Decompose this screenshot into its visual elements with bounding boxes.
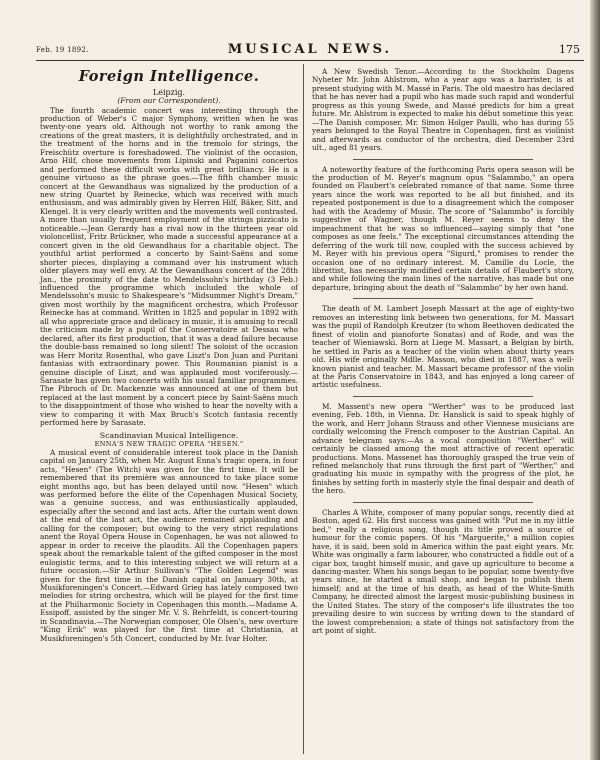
leipzig-heading: Leipzig. xyxy=(152,88,186,97)
werther-article: M. Massent's new opera "Werther" was to be produced last evening, Feb. 18th, in Vienna. Dr. Hanslick is said to speak highly of the work, and Herr Johann Strauss and other Viennese musicians are cordially welcoming the French composer to the Austrian Capital. An advance telegram says:—As a vocal composition "Werther" will certainly be classed among the most attractive of recent operatic productions. Mons. Massenet has thoroughly grasped the true vein of refined melancholy that runs through the first part of "Werther," and graduating his music in sympathy with the progress of the plot, he finishes by setting forth in masterly style the final despair and death of the hero. xyxy=(312,401,574,496)
right-column xyxy=(312,64,574,636)
scandinavian-article: A musical event of considerable interest took place in the Danish capital on January 25th, when Mr. August Enna's tragic opera, in four acts, "Hesen" (The Witch) was given for the first time. It will be remembered that its première was announced to take place some eight months ago, but has been delayed until now. "Hesen" which was performed before the élite of the Copenhagen Musical Society, was a genuine success, and was enthusiastically applauded, especially after the second and last acts. After the curtain went down at the end of the last act, the audience remained applauding and calling for the composer; but owing to the very strict regulations anent the Royal Opera House in Copenhagen, he was not allowed to appear in order to receive the plaudits. All the Copenhagen papers speak about the remarkable talent of the gifted composer in the most eulogistic terms, and to this interesting subject we will return at a future occasion.—Sir Arthur Sullivan's "The Golden Legend" was given for the first time in the Danish capital on January 30th, at Musikforeningen's Concert.—Edward Grieg has lately composed two melodies for string orchestra, which will be played for the first time at the Philharmonic Society in Copenhagen this month.—Madame A. Essipoff, assisted by the singer Mr. V. S. Behrfeldt, is concert-touring in Scandinavia.—The Norwegian composer, Ole Olsen's, new overture "King Erik" was played for the first time at Christiania, at Musikforeningen's 5th Concert, conducted by Mr. Ivar Holter. xyxy=(40,447,298,643)
left-column xyxy=(40,64,298,643)
scandinavian-heading: Scandinavian Musical Intelligence. xyxy=(99,430,239,440)
section-title: Foreign Intelligence. xyxy=(78,68,260,85)
separator-rule xyxy=(353,298,533,299)
separator-rule xyxy=(353,396,533,397)
correspondent-note: (From our Correspondent). xyxy=(117,96,221,105)
swedish-tenor-article: A New Swedish Tenor.—According to the Stockholm Dagens Nyheter Mr. John Ahlstrom, who a year ago was a barrister, is at present studying with M. Massé in Paris. The old maestro has declared that he has never had a pupil who has made such rapid and wonderful progress as this young Swede, and Massé predicts for him a great future. Mr. Ahlstrom is expected to make his début sometime this year.—The Danish composer, Mr. Simon Holger Paulli, who has during 55 years belonged to the Royal Theatre in Copenhagen, first as violinist and afterwards as conductor of the orchestra, died December 23rd ult., aged 81 years. xyxy=(312,67,574,153)
leipzig-article: The fourth academic concert was interesting through the production of Weber's C major Symphony, written when he was twenty-one years old. Although not worthy to rank among the creations of the great masters, it is delightfully orchestrated, and in the treatment of the horns and in the tremolo for strings, the Freischütz overture is foreshadowed. The violinist of the occasion, Arno Hilf, chose movements from Lipinski and Paganini concertos and performed these difficult works with great brilliancy. He is a genuine virtuoso as the phrase goes.—The fifth chamber music concert at the Gewandhaus was signalized by the production of a new string Quartet by Reinecke, which was received with much enthusiasm, and was admirably given by Herren Hilf, Bäker, Sitt, and Klengel. It is very clearly written and the movements well contrasted. A more than usually frequent employment of the strings pizzicato is noticeable.—Jean Gerardy has a rival now in the thirteen year old violoncellist, Fritz Brückner, who made a successful appearance at a concert given in the old Gewandhaus for a charitable object. The youthful artist performed a concerto by Saint-Saëns and some shorter pieces, displaying a command over his instrument which older players may well envy. At the Gewandhaus concert of the 28th Jan., the proximity of the date to Mendelssohn's birthday (3 Feb.) influenced the programme which included the whole of Mendelssohn's music to Shakespeare's "Midsummer Night's Dream," given most worthily by the magnificent orchestra, which Professor Reinecke has at command. Written in 1825 and popular in 1892 with all who appreciate grace and delicacy in music, it is amusing to recall the criticism made by a pupil of the Conservatoire at Dessau who declared, after its first production, that it was a dead failure because the double-bass remained so long silent! The soloist of the occasion was Herr Moritz Rosenthal, who gave Liszt's Don Juan and Puritani fantasias with extraordinary power. This Roumanian pianist is a genuine disciple of Liszt, and was applauded most vociferously.—Sarasate has given two concerts with his usual familiar programmes. The Pibroch of Dr. Mackenzie was announced at one of them but replaced at the last moment by a concert piece by Saint-Saëns much to the disappointment of those who wished to hear the novelty with a view to comparing it with Max Bruch's Scotch fantasia recently performed here by Sarasate. xyxy=(40,105,298,428)
masthead-title: MUSICAL NEWS. xyxy=(227,42,393,57)
salammbo-article: A noteworthy feature of the forthcoming Paris opera season will be the production of M. Reyer's magnum opus "Salammbo," an opera founded on Flaubert's celebrated romance of that name. Some three years since the work was reported to be all but finished, and its repeated postponement is due to a disagreement which the composer had with the Academy of Music. The score of "Salammbo" is forcibly suggestive of Wagner, though M. Reyer seems to deny the impeachment that he was so influenced—saying simply that "one composes as one feels." The exceptional circumstances attending the deferring of the work till now, coupled with the success achieved by M. Reyer with his previous opera "Sigurd," promises to render the occasion one of no ordinary interest. M. Camille du Locle, the librettist, has necessarily modified certain details of Flaubert's story, and while following the main lines of the narrative, has made but one departure, bringing about the death of "Salammbo" by her own hand. xyxy=(312,164,574,292)
page-binding-edge xyxy=(590,0,600,760)
separator-rule xyxy=(353,159,533,160)
page-number: 175 xyxy=(559,43,580,56)
massart-article: The death of M. Lambert Joseph Massart at the age of eighty-two removes an interesting link between two generations, for M. Massart was the pupil of Randolph Kreutzer (to whom Beethoven dedicated the finest of violin and pianoforte Sonatas) and of Rode, and was the teacher of Wieniawski. Born at Liege M. Massart, a Belgian by birth, he settled in Paris as a teacher of the violin when about thirty years old. His wife originally Mdlle. Masson, who died in 1887, was a well-known pianist and teacher. M. Massart became professor of the violin at the Paris Conservatoire in 1843, and has enjoyed a long career of artistic usefulness. xyxy=(312,304,574,390)
hesen-heading: ENNA'S NEW TRAGIC OPERA "HESEN." xyxy=(94,439,244,448)
separator-rule xyxy=(353,502,533,503)
header-rule xyxy=(36,60,584,61)
charles-white-article: Charles A White, composer of many popular songs, recently died at Boston, aged 62. His first success was gained with "Put me in my little bed," really a religious song, though its title proved a source of humour for the comic papers. Of his "Marguerite," a million copies have, it is said, been sold in America within the past eight years. Mr. White was originally a farm labourer, who constructed a fiddle out of a cigar box, taught himself music, and gave up agriculture to become a dancing-master. When his songs began to be popular, some twenty-five years since, he started a small shop, and began to publish them himself; and at the time of his death, as head of the White-Smith Company, he directed almost the largest music-publishing business in the United States. The story of the composer's life illustrates the too prevailing desire to win success by writing down to the standard of the lowest comprehension; a state of things not satisfactory from the art point of sight. xyxy=(312,507,574,636)
page-header xyxy=(36,42,584,58)
issue-date: Feb. 19 1892. xyxy=(36,46,89,54)
column-divider xyxy=(303,64,304,754)
